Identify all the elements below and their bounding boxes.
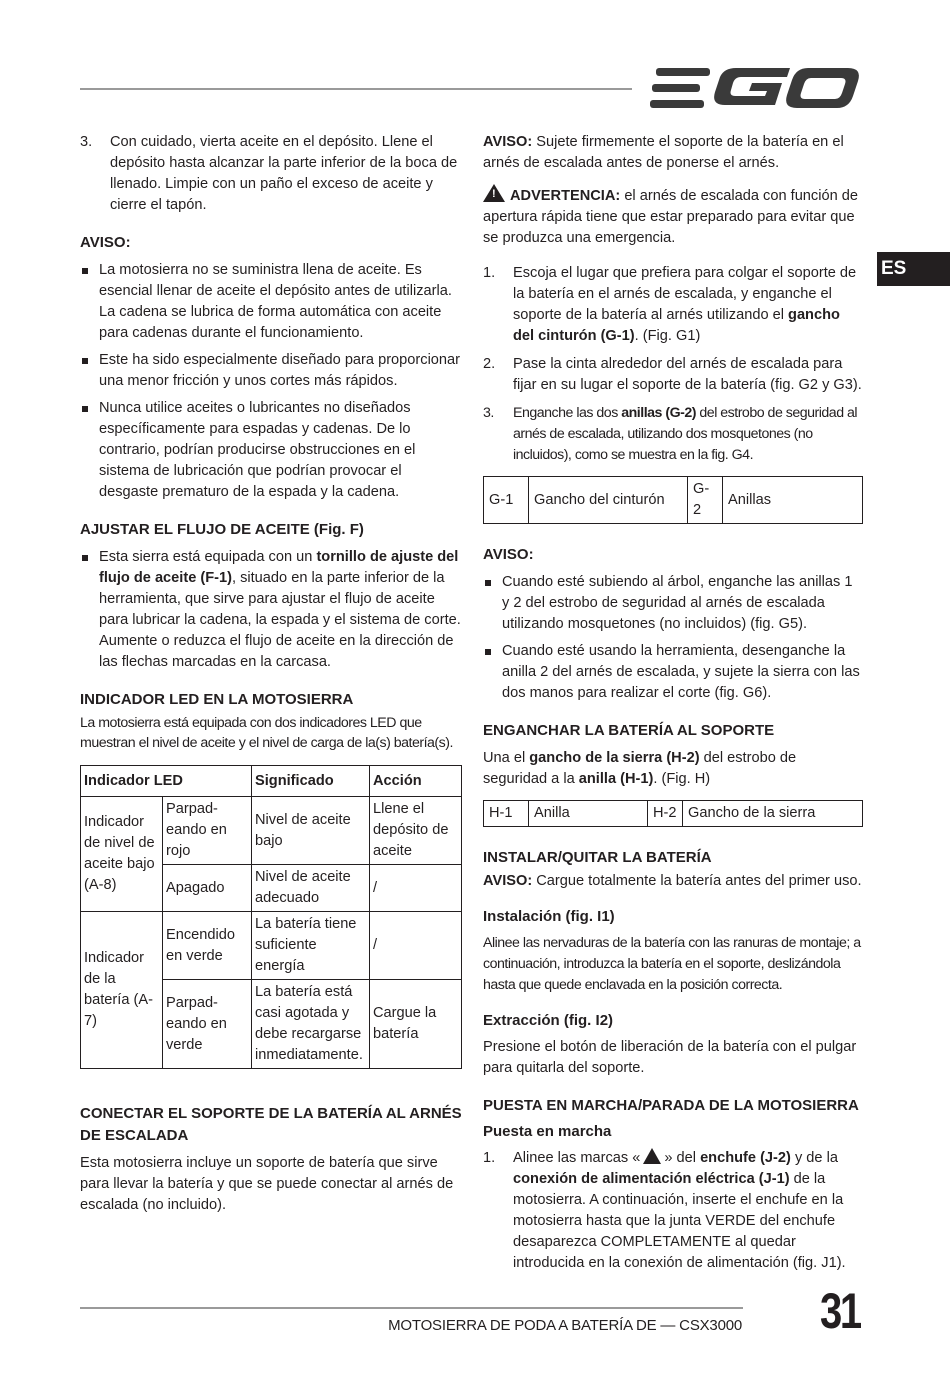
list-item: La motosierra no se suministra llena de aceite. Es esencial llenar de aceite el depósito antes de utilizarla. La cadena se lubrica de forma automática con aceite para cadenas durante el funcionamiento. [80,260,462,344]
extract-text: Presione el botón de liberación de la batería con el pulgar para quitarla del soporte. [483,1039,857,1076]
start-subheading: Puesta en marcha [483,1123,612,1140]
aviso-list [483,572,863,704]
right-column [483,132,863,1284]
table-cell: La batería está casi agotada y debe recargarse inmediatamente. [252,980,370,1069]
install-text: Alinee las nervaduras de la batería con las ranuras de montaje; a continuación, introduzca la batería en el soporte, deslizándola hasta que quede enclavada en la posición correcta. [483,935,861,993]
table-cell: Gancho del cinturón [529,477,688,524]
table-cell: Indicador de nivel de aceite bajo (A-8) [81,797,163,912]
hook-heading: ENGANCHAR LA BATERÍA AL SOPORTE [483,722,775,739]
start-steps [483,1148,863,1274]
footer-title: MOTOSIERRA DE PODA A BATERÍA DE — CSX3000 [388,1317,742,1334]
warning-paragraph: ! ADVERTENCIA: el arnés de escalada con función de apertura rápida tiene que estar preparado para evitar que se produzca una emergencia. [483,184,863,249]
list-item: 2. Pase la cinta alrededor del arnés de escalada para fijar en su lugar el soporte de la batería (fig. G2 y G3). [483,356,862,393]
list-item: Cuando esté subiendo al árbol, enganche las anillas 1 y 2 del estrobo de seguridad al arnés de escalada utilizando mosquetones (no incluidos) (fig. G5). [483,572,863,635]
table-cell: Apagado [163,865,252,912]
led-intro: La motosierra está equipada con dos indicadores LED que muestran el nivel de aceite y el nivel de carga de la(s) batería(s). [80,715,453,751]
header-rule [80,88,632,90]
table-cell: / [370,865,462,912]
table-cell: La batería tiene suficiente energía [252,912,370,980]
table-header: Acción [370,766,462,797]
connect-heading: CONECTAR EL SOPORTE DE LA BATERÍA AL ARNÉS DE ESCALADA [80,1105,462,1144]
ref-table-h [483,800,863,827]
table-header: Significado [252,766,370,797]
led-table [80,765,462,1069]
aviso-heading: AVISO: [80,234,131,251]
aviso-list [80,260,462,503]
oil-fill-steps [80,132,462,216]
start-heading: PUESTA EN MARCHA/PARADA DE LA MOTOSIERRA [483,1097,859,1114]
list-item: Esta sierra está equipada con un tornillo de ajuste del flujo de aceite (F-1), situado en la parte inferior de la herramienta, que sirve para ajustar el flujo de aceite para lubricar la cadena, la espada y el sistema de corte. Aumente o reduzca el flujo de aceite en la dirección de las flechas marcadas en la carcasa. [80,547,462,673]
oil-flow-heading: AJUSTAR EL FLUJO DE ACEITE (Fig. F) [80,521,364,538]
extract-subheading: Extracción (fig. I2) [483,1012,614,1029]
language-tab: ES [877,252,950,286]
install-aviso: AVISO: Cargue totalmente la batería antes del primer uso. [483,873,862,889]
list-item: Este ha sido especialmente diseñado para proporcionar una menor fricción y unos cortes más rápidos. [80,350,462,392]
ego-logo [650,62,862,114]
list-item: Nunca utilice aceites o lubricantes no diseñados específicamente para espadas y cadenas. De lo contrario, podrían producirse obstrucciones en el sistema de lubricación que podrían provocar el desgaste prematuro de la espada y la cadena. [80,398,462,503]
aviso-heading: AVISO: [483,546,534,563]
table-cell: Gancho de la sierra [683,801,863,827]
table-cell: G-1 [484,477,529,524]
aviso-paragraph: AVISO: Sujete firmemente el soporte de la batería en el arnés de escalada antes de ponerse el arnés. [483,134,844,171]
connect-text: Esta motosierra incluye un soporte de batería que sirve para llevar la batería y que se puede conectar al arnés de escalada (no incluido). [80,1155,454,1213]
oil-flow-list [80,547,462,673]
list-item: 1. Escoja el lugar que prefiera para colgar el soporte de la batería en el arnés de escalada, y enganche el soporte de la batería al arnés utilizando el gancho del cinturón (G-1). (Fig. G1) [483,265,857,344]
table-cell: Llene el depósito de aceite [370,797,462,865]
table-cell: Indicador de la batería (A-7) [81,912,163,1069]
table-cell: G-2 [688,477,723,524]
ref-table-g [483,476,863,524]
page-number: 31 [820,1283,860,1339]
install-subheading: Instalación (fig. I1) [483,908,615,925]
table-cell: Parpad-eando en rojo [163,797,252,865]
list-item: 1. Alinee las marcas « » del enchufe (J-2) y de la conexión de alimentación eléctrica (J-1) de la motosierra. A continuación, inserte el enchufe en la motosierra hasta que la junta VERDE del enchufe desaparezca COMPLETAMENTE al quedar introducida en la conexión de alimentación (fig. J1). [483,1150,846,1271]
install-heading: INSTALAR/QUITAR LA BATERÍA [483,849,712,866]
table-cell: Anilla [529,801,648,827]
triangle-mark-icon [643,1148,661,1164]
table-cell: H-1 [484,801,529,827]
list-item: 3. Enganche las dos anillas (G-2) del estrobo de seguridad al arnés de escalada, utilizando dos mosquetones (no incluidos), como se muestra en la fig. G4. [483,405,858,463]
table-cell: Cargue la batería [370,980,462,1069]
table-cell: Nivel de aceite adecuado [252,865,370,912]
harness-steps [483,263,863,466]
list-item: 3. Con cuidado, vierta aceite en el depósito. Llene el depósito hasta alcanzar la parte inferior de la boca de llenado. Limpie con un paño el exceso de aceite y cierre el tapón. [80,134,458,213]
table-cell: Nivel de aceite bajo [252,797,370,865]
list-item: Cuando esté usando la herramienta, desenganche la anilla 2 del arnés de escalada, y sujete la sierra con las dos manos para realizar el corte (fig. G6). [483,641,863,704]
hook-text: Una el gancho de la sierra (H-2) del estrobo de seguridad a la anilla (H-1). (Fig. H) [483,750,797,787]
table-cell: / [370,912,462,980]
warning-triangle-icon: ! [483,184,505,202]
left-column [80,132,462,1226]
table-cell: H-2 [648,801,683,827]
table-cell: Anillas [723,477,863,524]
table-cell: Parpad-eando en verde [163,980,252,1069]
footer-rule [80,1307,743,1309]
table-cell: Encendido en verde [163,912,252,980]
table-header: Indicador LED [81,766,252,797]
led-heading: INDICADOR LED EN LA MOTOSIERRA [80,691,354,708]
